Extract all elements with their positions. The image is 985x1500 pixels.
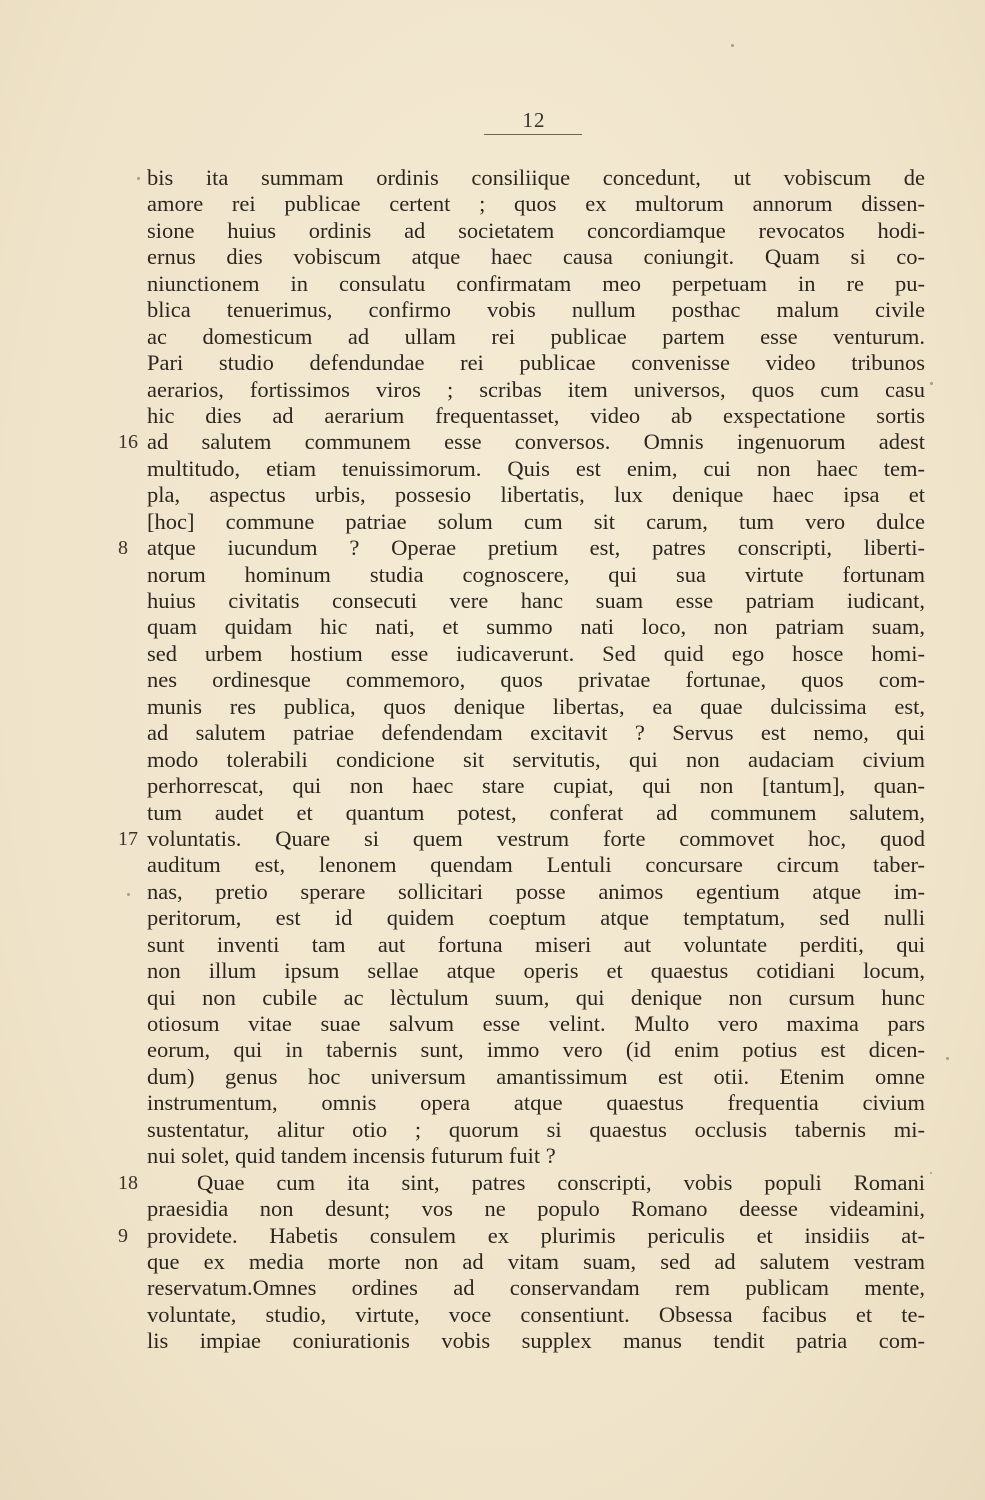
text-line bbox=[147, 244, 925, 270]
line-text: reservatum.Omnes ordines ad conservandam rem publicam mente, bbox=[147, 1275, 925, 1301]
text-line bbox=[147, 852, 925, 878]
text-line bbox=[147, 747, 925, 773]
line-text: que ex media morte non ad vitam suam, sed ad salutem vestram bbox=[147, 1248, 925, 1274]
text-line bbox=[147, 1302, 925, 1328]
margin-section-number: 17 bbox=[118, 827, 138, 850]
body-text bbox=[118, 165, 925, 1355]
text-line bbox=[147, 297, 925, 323]
line-text: modo tolerabili condicione sit servitutis, qui non audaciam civium bbox=[147, 746, 925, 772]
text-line bbox=[147, 985, 925, 1011]
line-text: non illum ipsum sellae atque operis et quaestus cotidiani locum, bbox=[147, 958, 925, 984]
line-text: lis impiae coniurationis vobis supplex manus tendit patria com- bbox=[147, 1328, 925, 1354]
line-text: sustentatur, alitur otio ; quorum si quaestus occlusis tabernis mi- bbox=[147, 1116, 925, 1142]
text-line bbox=[147, 694, 925, 720]
line-text: quam quidam hic nati, et summo nati loco, non patriam suam, bbox=[147, 614, 925, 640]
line-text: norum hominum studia cognoscere, qui sua virtute fortunam bbox=[147, 561, 925, 587]
line-text: instrumentum, omnis opera atque quaestus frequentia civium bbox=[147, 1090, 925, 1116]
line-text: hic dies ad aerarium frequentasset, video ab exspectatione sortis bbox=[147, 402, 925, 428]
line-text: nui solet, quid tandem incensis futurum fuit ? bbox=[147, 1143, 556, 1169]
line-text: ad salutem patriae defendendam excitavit ? Servus est nemo, qui bbox=[147, 720, 925, 746]
text-line bbox=[147, 1011, 925, 1037]
line-text: [hoc] commune patriae solum cum sit carum, tum vero dulce bbox=[147, 508, 925, 534]
text-line bbox=[147, 456, 925, 482]
line-text: providete. Habetis consulem ex plurimis periculis et insidiis at- bbox=[147, 1222, 925, 1248]
line-text: amore rei publicae certent ; quos ex multorum annorum dissen- bbox=[147, 191, 925, 217]
text-line bbox=[118, 825, 925, 852]
line-text: praesidia non desunt; vos ne populo Romano deesse videamini, bbox=[147, 1196, 925, 1222]
line-text: voluntatis. Quare si quem vestrum forte commovet hoc, quod bbox=[147, 825, 925, 851]
text-line bbox=[147, 324, 925, 350]
line-text: Pari studio defendundae rei publicae convenisse video tribunos bbox=[147, 350, 925, 376]
text-line bbox=[147, 1037, 925, 1063]
text-line bbox=[147, 667, 925, 693]
text-line bbox=[147, 932, 925, 958]
line-text: sione huius ordinis ad societatem concordiamque revocatos hodi- bbox=[147, 217, 925, 243]
line-text: aerarios, fortissimos viros ; scribas item universos, quos cum casu bbox=[147, 376, 925, 402]
text-line bbox=[147, 165, 925, 191]
line-text: munis res publica, quos denique libertas, ea quae dulcissima est, bbox=[147, 693, 925, 719]
text-line bbox=[147, 509, 925, 535]
header-rule bbox=[484, 134, 582, 135]
text-line bbox=[147, 773, 925, 799]
line-text: multitudo, etiam tenuissimorum. Quis est enim, cui non haec tem- bbox=[147, 455, 925, 481]
line-text: tum audet et quantum potest, conferat ad communem salutem, bbox=[147, 799, 925, 825]
text-line bbox=[147, 191, 925, 217]
line-text: blica tenuerimus, confirmo vobis nullum posthac malum civile bbox=[147, 297, 925, 323]
line-text: auditum est, lenonem quendam Lentuli concursare circum taber- bbox=[147, 852, 925, 878]
paper-speck bbox=[731, 44, 734, 47]
text-line bbox=[147, 271, 925, 297]
text-line bbox=[147, 350, 925, 376]
text-line bbox=[118, 1222, 925, 1249]
text-line bbox=[147, 641, 925, 667]
text-line bbox=[147, 1090, 925, 1116]
text-line bbox=[147, 377, 925, 403]
text-line bbox=[147, 482, 925, 508]
text-line bbox=[147, 905, 925, 931]
text-line bbox=[147, 800, 925, 826]
line-text: dum) genus hoc universum amantissimum est otii. Etenim omne bbox=[147, 1063, 925, 1089]
line-text: atque iucundum ? Operae pretium est, patres conscripti, liberti- bbox=[147, 535, 925, 561]
page-number: 12 bbox=[522, 108, 546, 132]
text-line bbox=[147, 403, 925, 429]
line-text: nas, pretio sperare sollicitari posse animos egentium atque im- bbox=[147, 878, 925, 904]
line-text: otiosum vitae suae salvum esse velint. Multo vero maxima pars bbox=[147, 1011, 925, 1036]
paper-speck bbox=[127, 893, 130, 896]
line-text: ac domesticum ad ullam rei publicae partem esse venturum. bbox=[147, 323, 925, 349]
line-text: sunt inventi tam aut fortuna miseri aut voluntate perditi, qui bbox=[147, 931, 925, 957]
margin-section-number: 8 bbox=[118, 537, 128, 560]
text-line bbox=[147, 614, 925, 640]
text-line bbox=[118, 535, 925, 561]
margin-section-number: 16 bbox=[118, 431, 138, 454]
line-text: perhorrescat, qui non haec stare cupiat, qui non [tantum], quan- bbox=[147, 773, 925, 799]
text-line bbox=[147, 958, 925, 984]
line-text: voluntate, studio, virtute, voce consentiunt. Obsessa facibus et te- bbox=[147, 1301, 925, 1327]
text-line bbox=[147, 879, 925, 905]
text-line bbox=[118, 429, 925, 455]
text-line bbox=[147, 1143, 925, 1169]
paper-speck bbox=[930, 382, 933, 385]
text-line bbox=[147, 1328, 925, 1354]
paper-speck bbox=[946, 1057, 949, 1060]
line-text: ernus dies vobiscum atque haec causa coniungit. Quam si co- bbox=[147, 244, 925, 270]
line-text: peritorum, est id quidem coeptum atque temptatum, sed nulli bbox=[147, 905, 925, 931]
paper-speck bbox=[930, 1172, 932, 1174]
text-line bbox=[147, 218, 925, 244]
margin-section-number: 18 bbox=[118, 1171, 138, 1194]
text-line bbox=[118, 1169, 925, 1196]
text-line bbox=[147, 1196, 925, 1222]
line-text: Quae cum ita sint, patres conscripti, vobis populi Romani bbox=[197, 1169, 925, 1195]
text-line bbox=[147, 1249, 925, 1275]
line-text: qui non cubile ac lèctulum suum, qui denique non cursum hunc bbox=[147, 984, 925, 1010]
line-text: ad salutem communem esse conversos. Omnis ingenuorum adest bbox=[147, 429, 925, 455]
margin-section-number: 9 bbox=[118, 1224, 128, 1247]
line-text: sed urbem hostium esse iudicaverunt. Sed quid ego hosce homi- bbox=[147, 640, 925, 666]
text-line bbox=[147, 1275, 925, 1301]
line-text: nes ordinesque commemoro, quos privatae fortunae, quos com- bbox=[147, 667, 925, 693]
text-line bbox=[147, 1064, 925, 1090]
line-text: bis ita summam ordinis consiliique concedunt, ut vobiscum de bbox=[147, 165, 925, 190]
line-text: pla, aspectus urbis, possesio libertatis, lux denique haec ipsa et bbox=[147, 482, 925, 508]
text-line bbox=[147, 562, 925, 588]
text-line bbox=[147, 1117, 925, 1143]
line-text: huius civitatis consecuti vere hanc suam esse patriam iudicant, bbox=[147, 588, 925, 613]
line-text: eorum, qui in tabernis sunt, immo vero (id enim potius est dicen- bbox=[147, 1037, 925, 1063]
text-line bbox=[147, 720, 925, 746]
line-text: niunctionem in consulatu confirmatam meo perpetuam in re pu- bbox=[147, 270, 925, 296]
text-line bbox=[147, 588, 925, 614]
paper-speck bbox=[137, 177, 140, 180]
